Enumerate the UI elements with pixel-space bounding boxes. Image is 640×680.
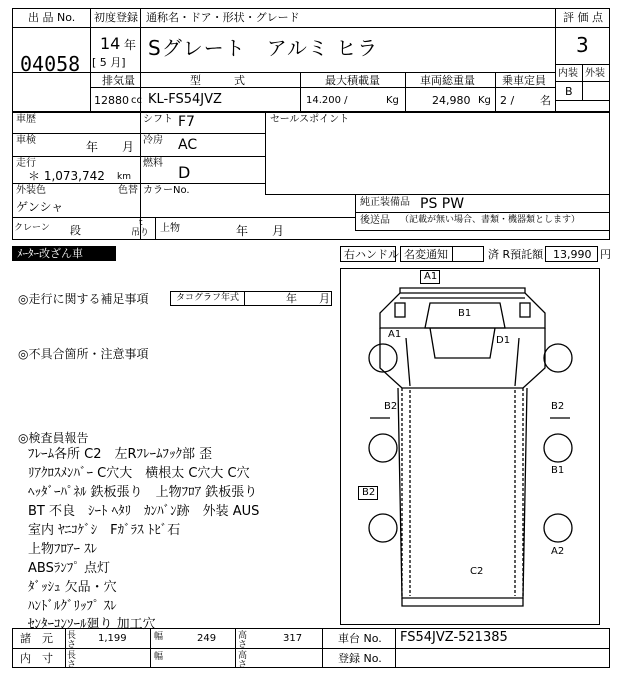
report-line: ﾌﾚｰﾑ各所 C2 左Rﾌﾚｰﾑﾌｯｸ部 歪 — [28, 447, 213, 462]
fuel-label: 燃料 — [143, 158, 163, 169]
divider — [90, 87, 555, 88]
grade-label: 評 価 点 — [563, 11, 603, 24]
divider — [65, 628, 66, 668]
divider — [300, 72, 301, 112]
inspection-value: 年 月 — [86, 140, 135, 154]
divider — [90, 8, 91, 112]
lot-no: 04058 — [20, 52, 81, 76]
interior-dims-label: 内 寸 — [20, 652, 53, 665]
name-change-label: 名変通知 — [404, 248, 448, 261]
divider — [495, 72, 496, 112]
first-registration-label: 初度登録 — [94, 11, 138, 24]
equipment-value: PS PW — [420, 196, 465, 212]
divider — [244, 291, 245, 306]
crane-label: クレーン — [14, 223, 50, 233]
max-load-label: 最大積載量 — [325, 74, 380, 87]
report-line: 上物ﾌﾛｱｰ ｽﾚ — [28, 542, 98, 557]
color-code-label: カラーNo. — [143, 185, 190, 196]
width-label: 幅 — [154, 632, 164, 642]
meter-tamper-text: ﾒｰﾀｰ改ざん車 — [17, 247, 83, 260]
inspection-label: 車検 — [16, 135, 36, 146]
first-registration-month: [ 5 月] — [92, 56, 126, 69]
recycle-label: 済 R預託額 — [488, 248, 544, 261]
divider — [322, 628, 323, 668]
exterior-grade-label: 外装 — [585, 68, 605, 79]
length-value: 1,199 — [98, 633, 127, 644]
divider — [355, 230, 610, 231]
color-change-label: 色替 — [118, 185, 138, 196]
divider — [12, 27, 555, 28]
shift-label: シフト — [143, 114, 173, 125]
crane-hang: 吊り — [131, 228, 150, 238]
ac-label: 冷房 — [143, 135, 163, 146]
width-value: 249 — [197, 633, 217, 644]
history-label: 車歴 — [16, 114, 36, 125]
report-line: 室内 ﾔﾆｺｹﾞｼ Fｶﾞﾗｽ ﾄﾋﾞ石 — [28, 523, 181, 538]
year-unit: 年 — [124, 38, 137, 52]
divider — [235, 628, 236, 668]
vehicle-title: Sグレート アルミ ヒラ — [148, 36, 379, 60]
divider — [12, 648, 610, 649]
damage-code-a2: A2 — [551, 546, 565, 557]
yen-unit: 円 — [600, 248, 611, 261]
report-line: BT 不良 ｼｰﾄ ﾍﾀﾘ ｶﾝﾊﾞﾝ跡 外装 AUS — [28, 504, 260, 519]
damage-code-d1: D1 — [496, 335, 511, 346]
sales-point-label: セールスポイント — [270, 114, 350, 125]
displacement-value: 12880 — [94, 94, 129, 107]
exterior-color-value: ゲンシャ — [16, 200, 64, 214]
grade-score: 3 — [576, 33, 589, 57]
crane-stage: 段 — [70, 224, 81, 237]
divider — [555, 27, 610, 28]
kg-unit: Kg — [386, 95, 399, 106]
defects-label: ◎不具合箇所・注意事項 — [18, 347, 149, 361]
divider — [355, 212, 610, 213]
divider — [452, 246, 453, 262]
damage-code-box — [420, 270, 440, 284]
report-line: ABSﾗﾝﾌﾟ 点灯 — [28, 561, 110, 576]
km-unit: km — [117, 172, 131, 182]
damage-code-c2: C2 — [470, 566, 484, 577]
displacement-label: 排気量 — [102, 74, 135, 87]
exterior-color-label: 外装色 — [16, 185, 46, 196]
interior-grade: B — [565, 85, 573, 98]
model-code-label: 型 式 — [190, 74, 245, 87]
running-notes-label: ◎走行に関する補足事項 — [18, 292, 149, 306]
kg-unit-2: Kg — [478, 95, 491, 106]
length-label-2: 長さ — [67, 651, 77, 670]
divider — [265, 112, 266, 194]
divider — [395, 628, 396, 668]
max-load-value: 14.200 / — [306, 95, 348, 106]
divider — [150, 628, 151, 668]
damage-code-b2-right: B2 — [551, 401, 565, 412]
divider — [555, 8, 556, 112]
divider — [265, 194, 610, 195]
damage-code-a1-top: A1 — [424, 271, 438, 282]
ac-value: AC — [178, 137, 198, 153]
person-unit: 名 — [540, 94, 551, 107]
gross-weight-value: 24,980 — [432, 94, 471, 107]
damage-code-b1-right: B1 — [551, 465, 565, 476]
width-label-2: 幅 — [154, 652, 164, 662]
chassis-no-label: 車台 No. — [338, 632, 382, 645]
capacity-label: 乗車定員 — [502, 74, 546, 87]
recycle-value: 13,990 — [553, 248, 592, 261]
report-line: ﾍｯﾀﾞｰﾊﾟﾈﾙ 鉄板張り 上物ﾌﾛｱ 鉄板張り — [28, 485, 258, 500]
report-line: ﾀﾞｯｼｭ 欠品・穴 — [28, 580, 117, 595]
model-grade-label: 通称名・ドア・形状・グレード — [146, 11, 300, 24]
damage-code-b2-left: B2 — [384, 401, 398, 412]
divider — [12, 183, 265, 184]
divider — [12, 156, 265, 157]
loading-value: 年 月 — [236, 224, 285, 238]
aftermarket-label: 後送品 — [360, 215, 390, 226]
fuel-value: D — [178, 163, 191, 182]
tachograph-label: タコグラフ年式 — [176, 293, 240, 303]
damage-code-b1-top: B1 — [458, 308, 472, 319]
divider — [12, 133, 265, 134]
divider — [155, 217, 156, 240]
damage-code-b2-box: B2 — [362, 487, 376, 498]
equipment-label: 純正装備品 — [360, 197, 410, 208]
steering-value: 右ハンドル — [344, 248, 399, 261]
report-line: ｾﾝﾀｰｺﾝｿｰﾙ廻り 加工穴 — [28, 617, 156, 632]
inspector-report-label: ◎検査員報告 — [18, 431, 89, 445]
mileage-value: ＊ 1,073,742 — [28, 169, 105, 183]
shift-value: F7 — [178, 114, 195, 130]
divider — [582, 64, 583, 100]
loading-label: 上物 — [160, 223, 180, 234]
tachograph-value: 年 月 — [286, 292, 330, 305]
chassis-no: FS54JVZ-521385 — [400, 630, 508, 645]
height-label-2: 高さ — [238, 651, 248, 670]
dimensions-label: 諸 元 — [20, 632, 53, 645]
divider — [555, 100, 610, 101]
lot-no-label: 出 品 No. — [28, 11, 76, 24]
capacity-value: 2 / — [500, 94, 515, 107]
damage-code-a1-left: A1 — [388, 329, 402, 340]
height-label: 高さ — [238, 631, 248, 650]
mileage-label: 走行 — [16, 158, 36, 169]
divider — [12, 217, 355, 218]
crane-ton: t — [139, 218, 143, 228]
registration-no-label: 登録 No. — [338, 652, 382, 665]
model-code: KL-FS54JVZ — [148, 92, 222, 107]
height-value: 317 — [283, 633, 303, 644]
interior-grade-label: 内装 — [558, 68, 578, 79]
divider — [12, 72, 555, 73]
first-registration-year: 14 — [100, 34, 121, 53]
cc-unit: cc — [131, 95, 142, 106]
aftermarket-note: （記載が無い場合、書類・機器類とします） — [400, 215, 581, 225]
report-line: ﾊﾝﾄﾞﾙｸﾞﾘｯﾌﾟ ｽﾚ — [28, 599, 117, 614]
length-label: 長さ — [67, 631, 77, 650]
report-line: ﾘｱｸﾛｽﾒﾝﾊﾞｰ C穴大 横根太 C穴大 C穴 — [28, 466, 250, 481]
gross-weight-label: 車両総重量 — [420, 74, 475, 87]
divider — [405, 72, 406, 112]
